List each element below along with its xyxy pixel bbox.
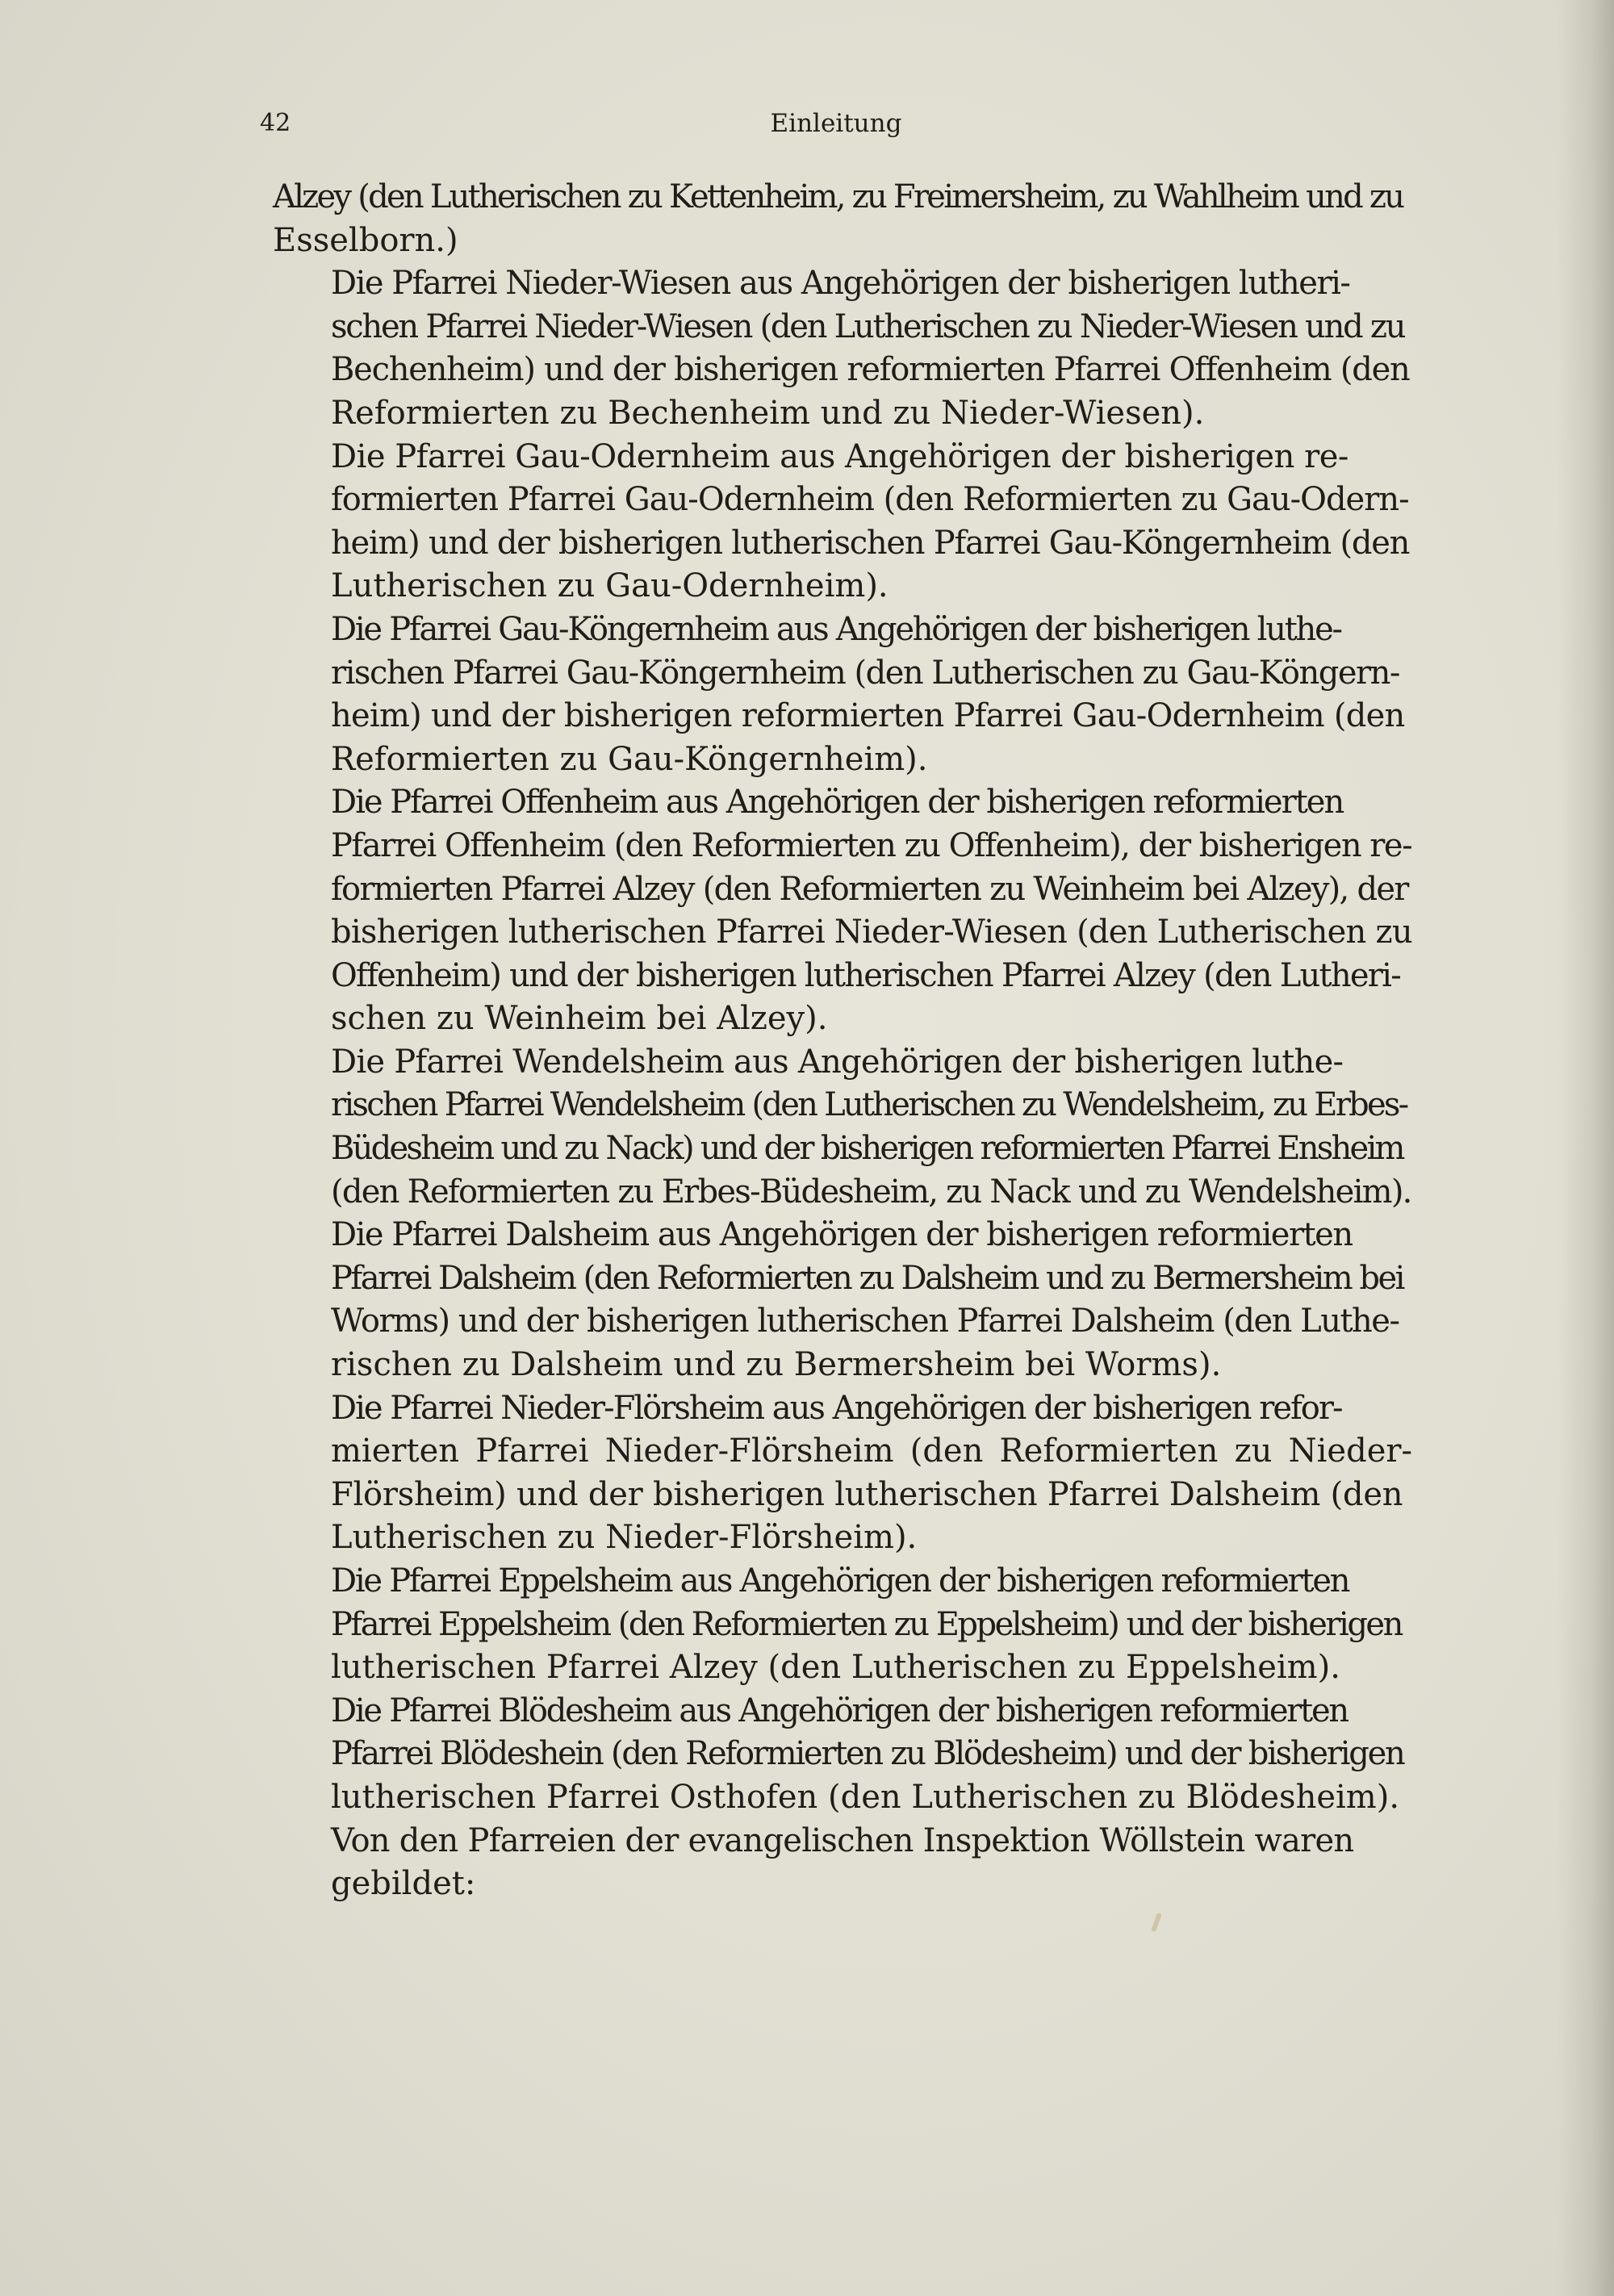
text-line: Worms) und der bisherigen lutherischen Pfarrei Dalsheim (den Luthe- <box>331 1303 1399 1340</box>
text-line: Von den Pfarreien der evangelischen Inspektion Wöllstein waren <box>331 1821 1354 1859</box>
text-line: Pfarrei Offenheim (den Reformierten zu Offenheim), der bisherigen re- <box>331 826 1412 864</box>
text-line: Die Pfarrei Wendelsheim aus Angehörigen der bisherigen luthe- <box>331 1043 1344 1081</box>
text-line: Die Pfarrei Eppelsheim aus Angehörigen der bisherigen reformierten <box>331 1562 1349 1600</box>
text-line: Die Pfarrei Gau-Odernheim aus Angehörigen der bisherigen re- <box>331 437 1348 475</box>
paragraph <box>273 1690 1412 1820</box>
text-line: Esselborn.) <box>273 221 458 259</box>
paragraph <box>273 1041 1412 1214</box>
paragraph <box>273 176 1412 262</box>
text-line: heim) und der bisherigen reformierten Pfarrei Gau-Odernheim (den <box>331 697 1405 735</box>
text-line: heim) und der bisherigen lutherischen Pfarrei Gau-Köngernheim (den <box>331 524 1410 562</box>
text-line: mierten Pfarrei Nieder-Flörsheim (den Reformierten zu Nieder- <box>331 1432 1412 1470</box>
text-line: Die Pfarrei Nieder-Wiesen aus Angehörigen der bisherigen lutheri- <box>331 265 1350 303</box>
text-line: Die Pfarrei Dalsheim aus Angehörigen der bisherigen reformierten <box>331 1216 1353 1254</box>
text-line: lutherischen Pfarrei Alzey (den Lutherischen zu Eppelsheim). <box>331 1649 1340 1687</box>
text-line: Büdesheim und zu Nack) und der bisherigen reformierten Pfarrei Ensheim <box>331 1130 1403 1168</box>
text-line: lutherischen Pfarrei Osthofen (den Lutherischen zu Blödesheim). <box>331 1778 1400 1816</box>
text-line: Lutherischen zu Gau-Odernheim). <box>331 567 889 605</box>
page-number: 42 <box>260 109 291 137</box>
paragraph <box>273 436 1412 609</box>
text-line: Die Pfarrei Blödesheim aus Angehörigen der bisherigen reformierten <box>331 1692 1348 1729</box>
text-line: rischen Pfarrei Gau-Köngernheim (den Lutherischen zu Gau-Köngern- <box>331 654 1399 692</box>
paragraph <box>273 1214 1412 1386</box>
paragraph <box>273 781 1412 1041</box>
paragraph <box>273 1820 1412 1906</box>
text-line: formierten Pfarrei Gau-Odernheim (den Reformierten zu Gau-Odern- <box>331 481 1409 519</box>
paragraph <box>273 1560 1412 1690</box>
text-line: Flörsheim) und der bisherigen lutherischen Pfarrei Dalsheim (den <box>331 1475 1403 1513</box>
text-line: (den Reformierten zu Erbes-Büdesheim, zu Nack und zu Wendelsheim). <box>331 1173 1411 1211</box>
text-line: gebildet: <box>331 1865 476 1903</box>
text-line: Offenheim) und der bisherigen lutherischen Pfarrei Alzey (den Lutheri- <box>331 956 1400 994</box>
text-line: Die Pfarrei Gau-Köngernheim aus Angehörigen der bisherigen luthe- <box>331 610 1341 648</box>
text-line: Bechenheim) und der bisherigen reformierten Pfarrei Offenheim (den <box>331 351 1410 389</box>
body-text <box>273 176 1412 1906</box>
running-title: Einleitung <box>770 109 902 138</box>
text-line: Reformierten zu Gau-Köngernheim). <box>331 740 928 778</box>
text-line: Die Pfarrei Offenheim aus Angehörigen der bisherigen reformierten <box>331 784 1344 822</box>
text-line: rischen Pfarrei Wendelsheim (den Lutherischen zu Wendelsheim, zu Erbes- <box>331 1086 1407 1124</box>
text-line: schen Pfarrei Nieder-Wiesen (den Lutherischen zu Nieder-Wiesen und zu <box>331 307 1405 345</box>
text-line: Pfarrei Eppelsheim (den Reformierten zu Eppelsheim) und der bisherigen <box>331 1605 1402 1643</box>
page-header <box>260 109 1412 149</box>
text-line: rischen zu Dalsheim und zu Bermersheim bei Worms). <box>331 1346 1222 1384</box>
text-line: Pfarrei Blödeshein (den Reformierten zu Blödesheim) und der bisherigen <box>331 1735 1404 1773</box>
text-line: Die Pfarrei Nieder-Flörsheim aus Angehörigen der bisherigen refor- <box>331 1389 1342 1427</box>
book-spine-shadow <box>1558 0 1614 2296</box>
paragraph <box>273 609 1412 781</box>
paper-blemish <box>1151 1913 1162 1933</box>
text-line: Pfarrei Dalsheim (den Reformierten zu Dalsheim und zu Bermersheim bei <box>331 1259 1403 1297</box>
text-line: formierten Pfarrei Alzey (den Reformierten zu Weinheim bei Alzey), der <box>331 870 1408 908</box>
text-line: schen zu Weinheim bei Alzey). <box>331 1000 828 1038</box>
text-line: bisherigen lutherischen Pfarrei Nieder-Wiesen (den Lutherischen zu <box>331 914 1412 951</box>
paragraph <box>273 262 1412 435</box>
text-line: Lutherischen zu Nieder-Flörsheim). <box>331 1519 918 1557</box>
text-line: Alzey (den Lutherischen zu Kettenheim, zu Freimersheim, zu Wahlheim und zu <box>273 178 1403 215</box>
text-line: Reformierten zu Bechenheim und zu Nieder-Wiesen). <box>331 394 1205 432</box>
paragraph <box>273 1387 1412 1560</box>
